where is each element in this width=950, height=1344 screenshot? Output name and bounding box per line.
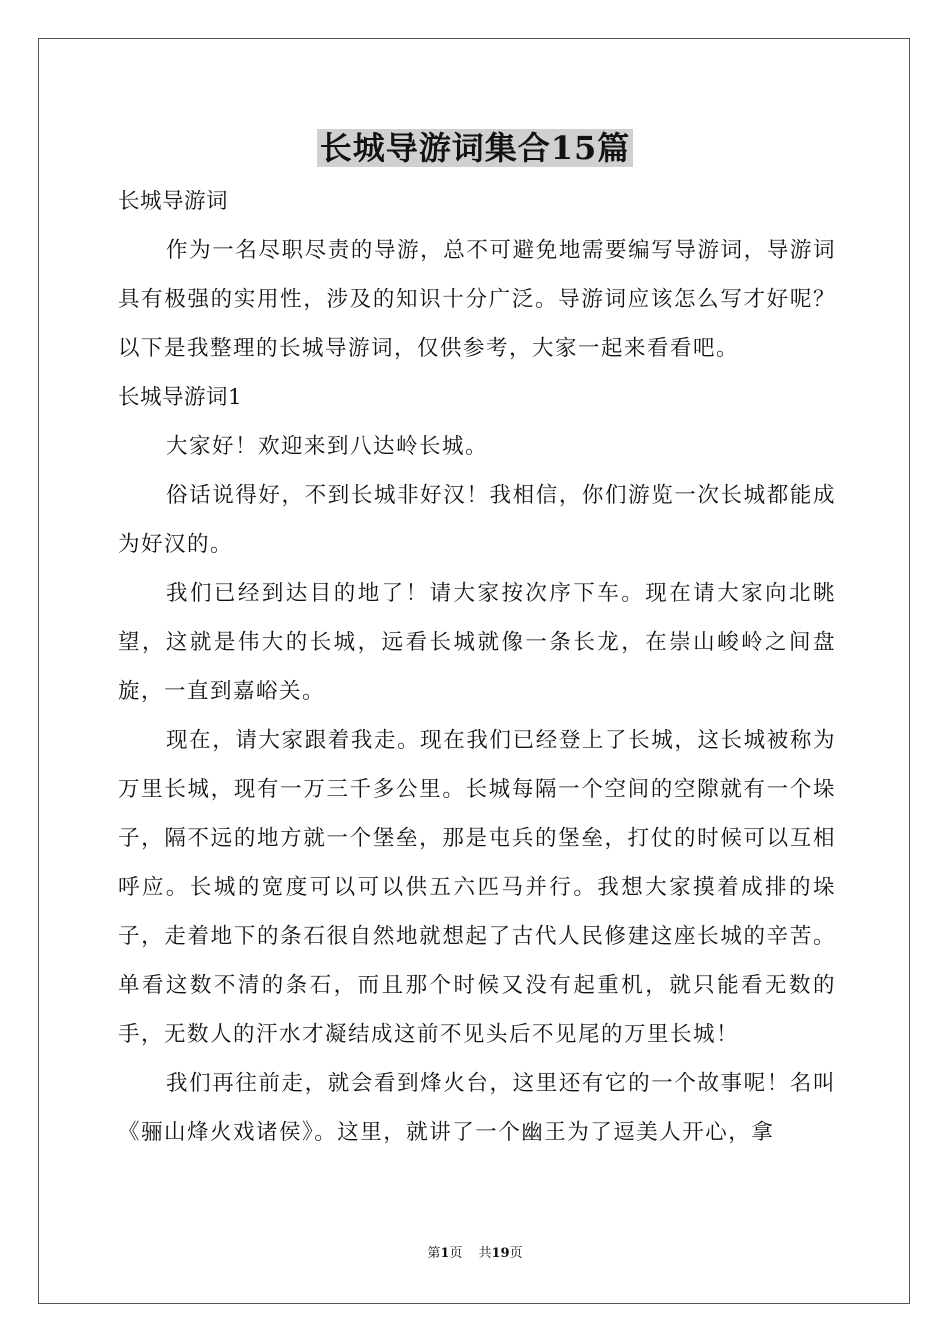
paragraph-proverb: 俗话说得好，不到长城非好汉！我相信，你们游览一次长城都能成为好汉的。 [118,483,836,557]
page-current: 1 [440,1246,450,1261]
page-suffix: 页 [449,1246,463,1261]
paragraph-intro: 作为一名尽职尽责的导游，总不可避免地需要编写导游词，导游词具有极强的实用性，涉及的知识十分广泛。导游词应该怎么写才好呢？以下是我整理的长城导游词，仅供参考，大家一起来看看吧。 [118,238,836,361]
paragraph-greeting: 大家好！欢迎来到八达岭长城。 [166,434,489,459]
paragraph-arrival: 我们已经到达目的地了！请大家按次序下车。现在请大家向北眺望，这就是伟大的长城，远看长城就像一条长龙，在崇山峻岭之间盘旋，一直到嘉峪关。 [118,581,836,704]
page-footer [0,1245,950,1263]
section-heading: 长城导游词 [118,189,229,214]
total-suffix: 页 [509,1246,523,1261]
total-prefix: 共 [478,1246,492,1261]
paragraph-beacon-tower: 我们再往前走，就会看到烽火台，这里还有它的一个故事呢！名叫《骊山烽火戏诸侯》。这里，就讲了一个幽王为了逗美人开心，拿 [118,1071,836,1145]
page-total: 19 [491,1246,510,1261]
page-prefix: 第 [427,1246,441,1261]
document-body [118,177,836,1157]
document-title-text: 长城导游词集合15篇 [317,129,634,167]
section-heading-1: 长城导游词1 [118,385,243,410]
paragraph-on-the-wall: 现在，请大家跟着我走。现在我们已经登上了长城，这长城被称为万里长城，现有一万三千多公里。长城每隔一个空间的空隙就有一个垛子，隔不远的地方就一个堡垒，那是屯兵的堡垒，打仗的时候可以互相呼应。长城的宽度可以可以供五六匹马并行。我想大家摸着成排的垛子，走着地下的条石很自然地就想起了古代人民修建这座长城的辛苦。单看这数不清的条石，而且那个时候又没有起重机，就只能看无数的手，无数人的汗水才凝结成这前不见头后不见尾的万里长城！ [118,728,836,1047]
document-title [0,126,950,170]
